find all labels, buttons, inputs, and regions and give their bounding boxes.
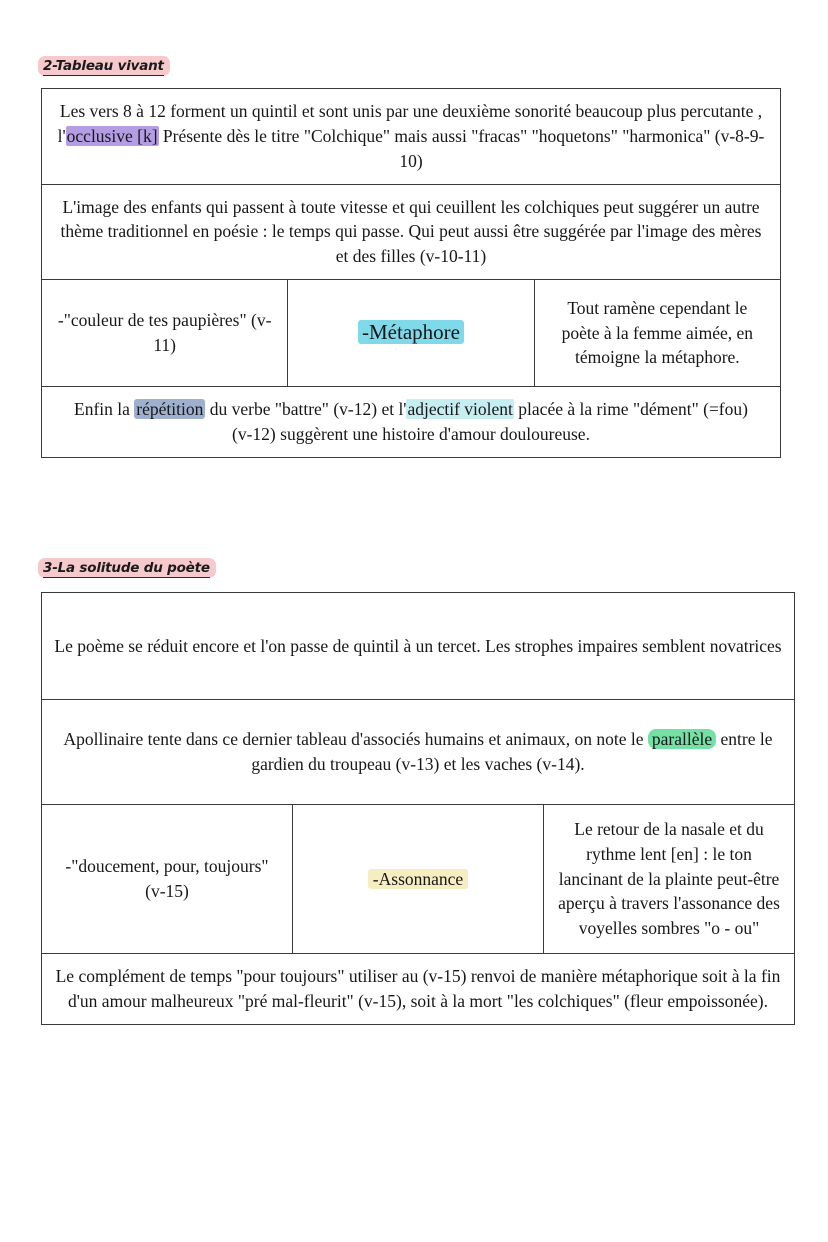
table-cell-full-text: [42, 593, 795, 700]
table-cell-full-text: [42, 184, 781, 280]
highlight-metaphore: -Métaphore: [358, 320, 464, 344]
analysis-table-tableau-vivant: [41, 88, 781, 458]
table-row: [42, 89, 781, 185]
highlight-repetition: répétition: [136, 399, 204, 420]
analysis-table-solitude-du-poete: [41, 592, 795, 1025]
table-cell-full-text: [42, 89, 781, 185]
table-cell-quote: [42, 280, 288, 387]
table-row: [42, 280, 781, 387]
table-cell-term: [293, 805, 544, 954]
table-cell-quote: [42, 805, 293, 954]
table-cell-full-text: [42, 700, 795, 805]
table-cell-term: [288, 280, 534, 387]
highlight-adjectif-violent: adjectif violent: [407, 399, 513, 420]
table-cell-comment: [534, 280, 780, 387]
section-heading-3-la-solitude-du-poete: [38, 562, 216, 576]
table-cell-full-text: [42, 954, 795, 1025]
cell-text-segment: (v-12) suggèrent une histoire d'amour douloureuse.: [232, 423, 590, 444]
table-row: [42, 593, 795, 700]
table-cell-full-text: [42, 387, 781, 458]
highlight-parallele: parallèle: [648, 729, 716, 749]
cell-text-segment: Apollinaire tente dans ce dernier tableau d'associés humains et animaux, on note le: [63, 729, 648, 750]
table-cell-comment: [544, 805, 795, 954]
quote-text: -"couleur de tes paupières" (v-11): [57, 310, 272, 356]
cell-text-segment: L'image des enfants qui passent à toute vitesse et qui ceuillent les colchiques peut suggérer un autre thème traditionnel en poésie : le temps qui passe. Qui peut aussi être suggérée par l'image des mères et des filles (v-10-11): [60, 196, 762, 267]
comment-text: Tout ramène cependant le poète à la femme aimée, en témoigne la métaphore.: [561, 297, 754, 368]
table-row: [42, 700, 795, 805]
cell-text-segment: du verbe "battre" (v-12) et l': [205, 399, 407, 420]
highlight-occlusive: occlusive [k]: [66, 125, 158, 146]
heading-text: 2-Tableau vivant: [43, 58, 164, 74]
cell-text-segment: Présente dès le titre "Colchique" mais aussi "fracas" "hoquetons" "harmonica" (v-8-9-10): [158, 125, 765, 171]
heading-text: 3-La solitude du poète: [43, 560, 210, 576]
quote-text: -"doucement, pour, toujours" (v-15): [65, 856, 269, 901]
cell-text-segment: Les vers 8 à 12 forment un quintil et sont unis par une deuxième sonorité beaucoup plus percutante , l': [57, 101, 763, 146]
cell-text-segment: Le complément de temps "pour toujours" utiliser au (v-15) renvoi de manière métaphorique soit à la fin d'un amour malheureux "pré mal-fleurit" (v-15), soit à la mort "les colchiques" (fleur empoissonée).: [55, 966, 781, 1011]
comment-text: Le retour de la nasale et du rythme lent [en] : le ton lancinant de la plainte peut-être aperçu à travers l'assonance des voyelles sombres "o - ou": [558, 818, 780, 939]
section-heading-2-tableau-vivant: [38, 60, 170, 74]
table-row: [42, 954, 795, 1025]
cell-text-segment: placée à la rime "dément" (=fou): [513, 399, 748, 420]
cell-text-segment: entre le gardien du troupeau (v-13) et les vaches (v-14).: [251, 729, 773, 774]
table-row: [42, 387, 781, 458]
heading-highlight: [38, 558, 216, 578]
heading-highlight: [38, 56, 170, 76]
table-row: [42, 184, 781, 280]
cell-text-segment: Le poème se réduit encore et l'on passe de quintil à un tercet. Les strophes impaires semblent novatrices: [54, 635, 782, 656]
cell-text-segment: Enfin la: [74, 399, 135, 420]
highlight-assonnance: -Assonnance: [368, 869, 468, 889]
table-row: [42, 805, 795, 954]
